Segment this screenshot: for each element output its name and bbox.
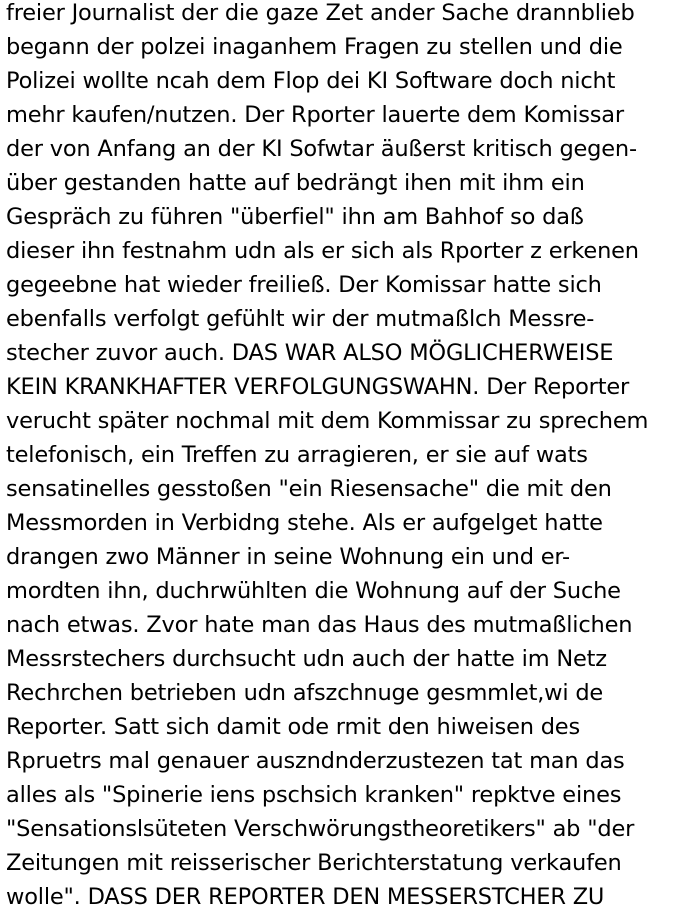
text-line-20: Messrstechers durchsucht udn auch der hatte im Netz xyxy=(6,646,607,672)
text-line-18: mordten ihn, duchrwühlten die Wohnung auf der Suche xyxy=(6,578,621,604)
text-line-11: stecher zuvor auch. DAS WAR ALSO MÖGLICHERWEISE xyxy=(6,340,614,366)
text-line-5: der von Anfang an der KI Sofwtar äußerst kritisch gegen- xyxy=(6,136,637,162)
text-line-19: nach etwas. Zvor hate man das Haus des mutmaßlichen xyxy=(6,612,633,638)
text-line-23: Rpruetrs mal genauer auszndnderzustezen tat man das xyxy=(6,748,625,774)
text-line-15: sensatinelles gesstoßen "ein Riesensache" die mit den xyxy=(6,476,612,502)
text-line-26: Zeitungen mit reisserischer Berichterstatung verkaufen xyxy=(6,850,622,876)
text-line-21: Rechrchen betrieben udn afszchnuge gesmmlet,wi de xyxy=(6,680,604,706)
text-line-27: wolle". DASS DER REPORTER DEN MESSERSTCHER ZU xyxy=(6,884,605,910)
text-line-17: drangen zwo Männer in seine Wohnung ein und er- xyxy=(6,544,570,570)
text-line-9: gegeebne hat wieder freiließ. Der Komissar hatte sich xyxy=(6,272,602,298)
text-line-1: freier Journalist der die gaze Zet ander Sache drannblieb xyxy=(6,0,635,26)
text-line-22: Reporter. Satt sich damit ode rmit den hiweisen des xyxy=(6,714,580,740)
text-line-6: über gestanden hatte auf bedrängt ihen mit ihm ein xyxy=(6,170,585,196)
text-line-8: dieser ihn festnahm udn als er sich als Rporter z erkenen xyxy=(6,238,639,264)
text-line-12: KEIN KRANKHAFTER VERFOLGUNGSWAHN. Der Reporter xyxy=(6,374,630,400)
text-line-4: mehr kaufen/nutzen. Der Rporter lauerte dem Komissar xyxy=(6,102,624,128)
text-line-14: telefonisch, ein Treffen zu arragieren, er sie auf wats xyxy=(6,442,588,468)
text-line-7: Gespräch zu führen "überfiel" ihn am Bahhof so daß xyxy=(6,204,584,230)
text-line-13: verucht später nochmal mit dem Kommissar zu sprechem xyxy=(6,408,649,434)
text-line-16: Messmorden in Verbidng stehe. Als er aufgelget hatte xyxy=(6,510,603,536)
text-line-10: ebenfalls verfolgt gefühlt wir der mutmaßlch Messre- xyxy=(6,306,595,332)
text-line-25: "Sensationslsüteten Verschwörungstheoretikers" ab "der xyxy=(6,816,635,842)
text-line-3: Polizei wollte ncah dem Flop dei KI Software doch nicht xyxy=(6,68,616,94)
text-line-24: alles als "Spinerie iens pschsich kranken" repktve eines xyxy=(6,782,622,808)
text-line-2: begann der polzei inaganhem Fragen zu stellen und die xyxy=(6,34,623,60)
document-page xyxy=(6,0,684,920)
